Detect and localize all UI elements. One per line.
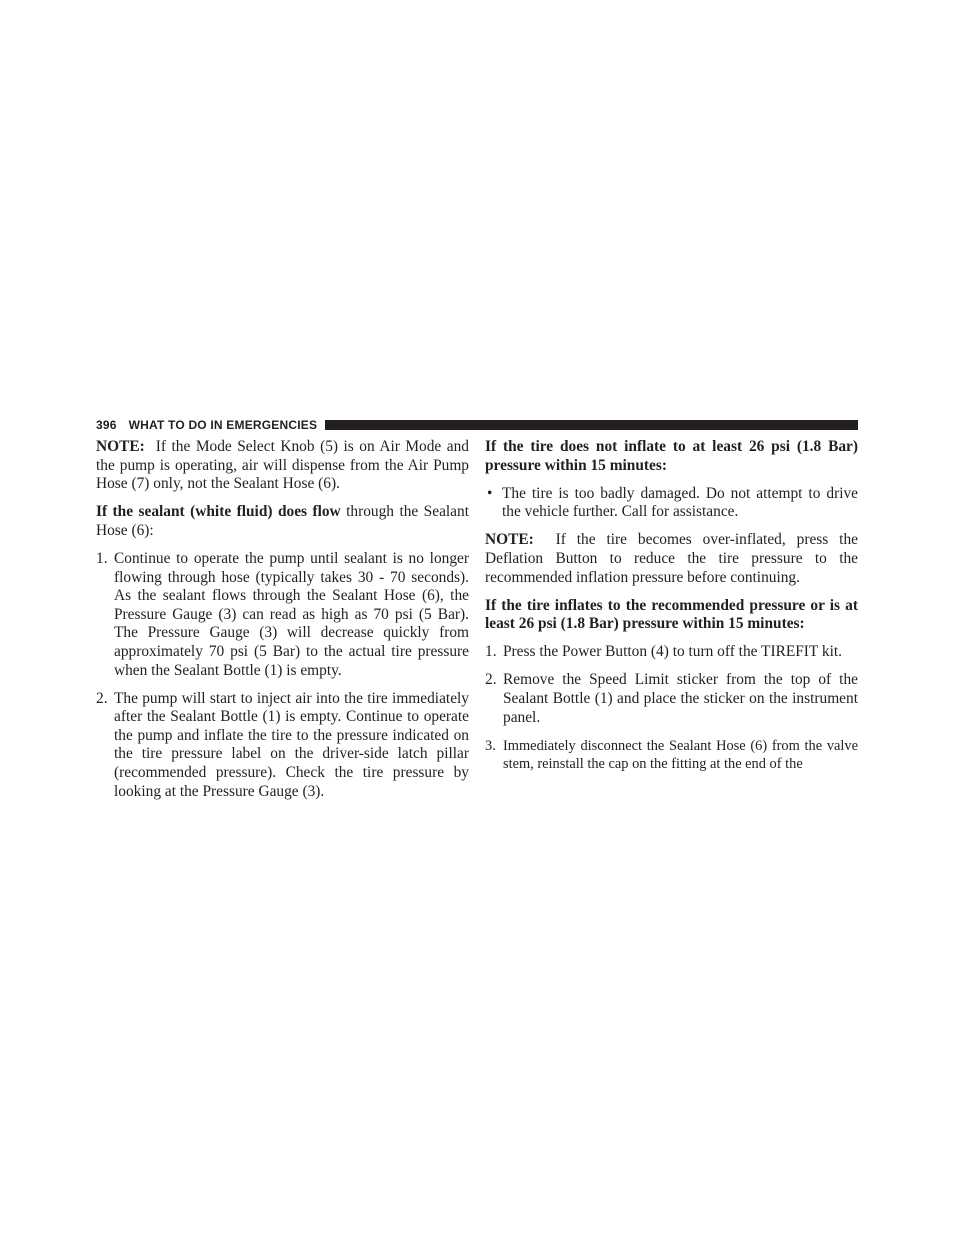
- note-label: NOTE:: [96, 438, 145, 455]
- note-mode-select: [96, 438, 469, 494]
- inflates-heading-text: If the tire inflates to the recommended pressure or is at least 26 psi (1.8 Bar) pressure within 15 minutes:: [485, 596, 858, 633]
- note-label: NOTE:: [485, 531, 534, 549]
- list-item: [485, 737, 858, 774]
- section-title: WHAT TO DO IN EMERGENCIES: [128, 418, 318, 432]
- inflates-heading: [485, 597, 858, 634]
- note-text: If the Mode Select Knob (5) is on Air Mode and the pump is operating, air will dispense from the Air Pump Hose (7) only, not the Sealant Hose (6).: [96, 438, 469, 493]
- header-rule: [325, 420, 858, 430]
- list-item: [96, 550, 469, 680]
- list-number: 1.: [485, 643, 497, 661]
- bullet-item: [485, 485, 858, 522]
- list-item: [485, 643, 858, 662]
- not-inflate-heading: [485, 438, 858, 475]
- list-text: Immediately disconnect the Sealant Hose (6) from the valve stem, reinstall the cap on the fitting at the end of the: [503, 737, 858, 773]
- note-text: If the tire becomes over-inflated, press the Deflation Button to reduce the tire pressure to the recommended inflation pressure before continuing.: [485, 531, 858, 586]
- sealant-flow-heading: [96, 503, 469, 540]
- list-number: 2.: [96, 689, 108, 707]
- not-inflate-heading-text: If the tire does not inflate to at least 26 psi (1.8 Bar) pressure within 15 minutes:: [485, 438, 858, 474]
- list-text: Continue to operate the pump until sealant is no longer flowing through hose (typically takes 30 - 70 seconds). As the sealant flows through the Sealant Hose (6), the Pressure Gauge (3) can read as high as 70 psi (5 Bar). The Pressure Gauge (3) will decrease quickly from approximately 70 psi (5 Bar) to the actual tire pressure when the Sealant Bottle (1) is empty.: [114, 549, 469, 679]
- sealant-flow-heading-bold: If the sealant (white fluid) does flow: [96, 503, 341, 521]
- list-number: 1.: [96, 549, 108, 567]
- bullet-icon: •: [487, 484, 493, 502]
- list-number: 2.: [485, 671, 497, 689]
- list-number: 3.: [485, 737, 496, 754]
- list-item: [485, 671, 858, 727]
- left-column: [96, 438, 469, 811]
- list-item: [96, 690, 469, 802]
- page-number: 396: [96, 418, 117, 432]
- bullet-text: The tire is too badly damaged. Do not attempt to drive the vehicle further. Call for assistance.: [502, 484, 858, 521]
- list-text: The pump will start to inject air into the tire immediately after the Sealant Bottle (1) is empty. Continue to operate the pump and inflate the tire to the pressure indicated on the tire pressure label on the driver-side latch pillar (recommended pressure). Check the tire pressure by looking at the Pressure Gauge (3).: [114, 689, 469, 800]
- sealant-flow-heading-rest: through the Sealant Hose (6):: [96, 503, 469, 539]
- right-column: [485, 438, 858, 783]
- list-text: Press the Power Button (4) to turn off the TIREFIT kit.: [503, 643, 842, 661]
- page-header: [96, 416, 858, 434]
- list-text: Remove the Speed Limit sticker from the top of the Sealant Bottle (1) and place the sticker on the instrument panel.: [503, 671, 858, 726]
- note-over-inflated: [485, 531, 858, 587]
